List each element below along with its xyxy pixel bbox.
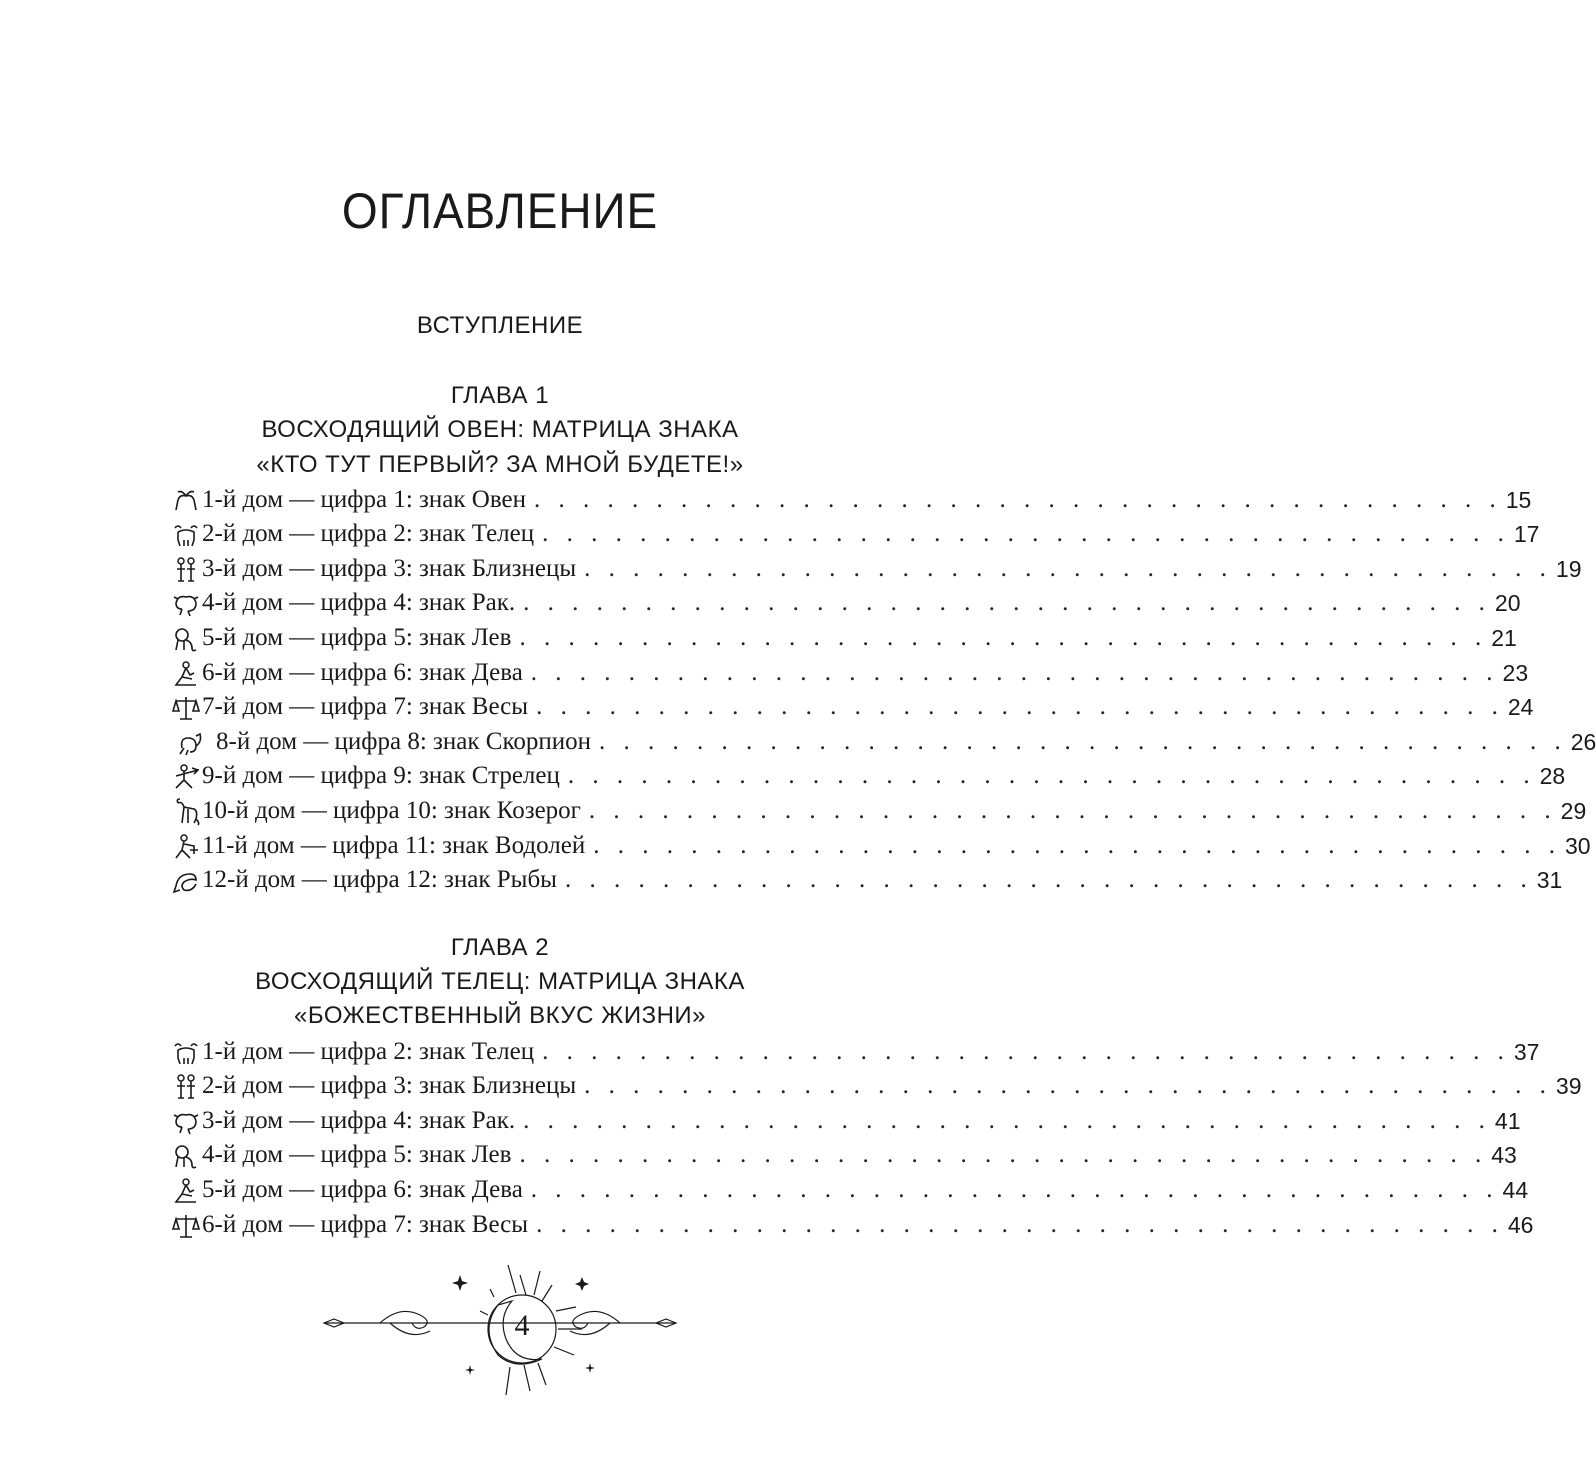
page-ref: 28 (1539, 763, 1566, 790)
toc-row[interactable]: 5-й дом — цифра 5: знак Лев . . . . . . . . . . . . . . . . . . . . . . . . . . . . . . . . . . . . . . . . 21 (172, 619, 862, 654)
page-ref: 29 (1560, 797, 1587, 824)
capricorn-icon (172, 797, 200, 827)
toc-row[interactable]: 9-й дом — цифра 9: знак Стрелец . . . . . . . . . . . . . . . . . . . . . . . . . . . . . . . . . . . . . . . . 28 (172, 758, 862, 793)
toc-row[interactable]: 2-й дом — цифра 2: знак Телец . . . . . . . . . . . . . . . . . . . . . . . . . . . . . . . . . . . . . . . . 17 (172, 516, 862, 551)
page-ref: 39 (1555, 1073, 1582, 1100)
chapter1-title: ВОСХОДЯЩИЙ ОВЕН: МАТРИЦА ЗНАКА (261, 416, 739, 443)
page-ref: 21 (1491, 624, 1517, 651)
page-ref: 26 (1570, 728, 1596, 755)
leo-icon (172, 624, 200, 654)
chapter2-toc (172, 1033, 1582, 1241)
dot-leader: . . . . . . . . . . . . . . . . . . . . . . . . . . . . . . . . . . . . . . . . (567, 762, 1536, 790)
toc-row[interactable]: 2-й дом — цифра 3: знак Близнецы . . . . . . . . . . . . . . . . . . . . . . . . . . . . . . . . . . . . . . . . 39 (172, 1068, 862, 1103)
toc-row[interactable]: 3-й дом — цифра 3: знак Близнецы . . . . . . . . . . . . . . . . . . . . . . . . . . . . . . . . . . . . . . . . 19 (172, 550, 862, 585)
dot-leader: . . . . . . . . . . . . . . . . . . . . . . . . . . . . . . . . . . . . . . . . (523, 1106, 1491, 1134)
toc-row[interactable]: 4-й дом — цифра 5: знак Лев . . . . . . . . . . . . . . . . . . . . . . . . . . . . . . . . . . . . . . . . 43 (172, 1137, 862, 1172)
toc-row[interactable]: 7-й дом — цифра 7: знак Весы . . . . . . . . . . . . . . . . . . . . . . . . . . . . . . . . . . . . . . . . 24 (172, 689, 862, 724)
intro-heading[interactable]: ВСТУПЛЕНИЕ (416, 312, 584, 339)
dot-leader: . . . . . . . . . . . . . . . . . . . . . . . . . . . . . . . . . . . . . . . . (542, 520, 1510, 548)
page-ref: 30 (1564, 832, 1591, 859)
page-ref: 37 (1513, 1038, 1540, 1065)
page-ref: 20 (1494, 590, 1521, 617)
virgo-icon (172, 659, 200, 689)
toc-row[interactable]: 6-й дом — цифра 6: знак Дева . . . . . . . . . . . . . . . . . . . . . . . . . . . . . . . . . . . . . . . . 23 (172, 654, 862, 689)
toc-row[interactable]: 8-й дом — цифра 8: знак Скорпион . . . . . . . . . . . . . . . . . . . . . . . . . . . . . . . . . . . . . . . . 26 (172, 723, 862, 758)
dot-leader: . . . . . . . . . . . . . . . . . . . . . . . . . . . . . . . . . . . . . . . . (530, 1175, 1499, 1203)
page-ref: 19 (1555, 555, 1582, 582)
toc-row[interactable]: 4-й дом — цифра 4: знак Рак. . . . . . . . . . . . . . . . . . . . . . . . . . . . . . . . . . . . . . . . . 20 (172, 585, 862, 620)
dot-leader: . . . . . . . . . . . . . . . . . . . . . . . . . . . . . . . . . . . . . . . . (584, 554, 1552, 582)
libra-icon (172, 693, 200, 723)
leo-icon (172, 1141, 200, 1171)
toc-row[interactable]: 11-й дом — цифра 11: знак Водолей . . . . . . . . . . . . . . . . . . . . . . . . . . . . . . . . . . . . . . . . 30 (172, 827, 862, 862)
toc-row[interactable]: 12-й дом — цифра 12: знак Рыбы . . . . . . . . . . . . . . . . . . . . . . . . . . . . . . . . . . . . . . . . 31 (172, 862, 862, 897)
dot-leader: . . . . . . . . . . . . . . . . . . . . . . . . . . . . . . . . . . . . . . . . (564, 866, 1533, 894)
dot-leader: . . . . . . . . . . . . . . . . . . . . . . . . . . . . . . . . . . . . . . . . (593, 831, 1561, 859)
aries-icon (172, 486, 200, 516)
gemini-icon (172, 1072, 200, 1102)
dot-leader: . . . . . . . . . . . . . . . . . . . . . . . . . . . . . . . . . . . . . . . . (584, 1072, 1552, 1100)
scorpio-icon (176, 728, 204, 758)
page-ref: 24 (1507, 694, 1534, 721)
toc-row[interactable]: 3-й дом — цифра 4: знак Рак. . . . . . . . . . . . . . . . . . . . . . . . . . . . . . . . . . . . . . . . . 41 (172, 1102, 862, 1137)
toc-row[interactable]: 1-й дом — цифра 1: знак Овен . . . . . . . . . . . . . . . . . . . . . . . . . . . . . . . . . . . . . . . . 15 (172, 481, 862, 516)
taurus-icon (172, 1038, 200, 1068)
page-ref: 15 (1505, 486, 1532, 513)
toc-row[interactable]: 6-й дом — цифра 7: знак Весы . . . . . . . . . . . . . . . . . . . . . . . . . . . . . . . . . . . . . . . . 46 (172, 1206, 862, 1241)
page-number: 4 (514, 1309, 530, 1342)
toc-row[interactable]: 1-й дом — цифра 2: знак Телец . . . . . . . . . . . . . . . . . . . . . . . . . . . . . . . . . . . . . . . . 37 (172, 1033, 862, 1068)
sagittarius-icon (172, 762, 200, 792)
cancer-icon (172, 1107, 200, 1137)
toc-row[interactable]: 10-й дом — цифра 10: знак Козерог . . . . . . . . . . . . . . . . . . . . . . . . . . . . . . . . . . . . . . . . 29 (172, 792, 862, 827)
chapter2-label: ГЛАВА 2 (450, 934, 550, 961)
dot-leader: . . . . . . . . . . . . . . . . . . . . . . . . . . . . . . . . . . . . . . . . (536, 693, 1504, 721)
dot-leader: . . . . . . . . . . . . . . . . . . . . . . . . . . . . . . . . . . . . . . . . (523, 589, 1491, 617)
dot-leader: . . . . . . . . . . . . . . . . . . . . . . . . . . . . . . . . . . . . . . . . (530, 658, 1499, 686)
dot-leader: . . . . . . . . . . . . . . . . . . . . . . . . . . . . . . . . . . . . . . . . (519, 1141, 1488, 1169)
virgo-icon (172, 1176, 200, 1206)
dot-leader: . . . . . . . . . . . . . . . . . . . . . . . . . . . . . . . . . . . . . . . . (588, 796, 1557, 824)
dot-leader: . . . . . . . . . . . . . . . . . . . . . . . . . . . . . . . . . . . . . . . . (598, 727, 1567, 755)
gemini-icon (172, 555, 200, 585)
pisces-icon (172, 866, 200, 896)
cancer-icon (172, 589, 200, 619)
chapter1-toc (172, 481, 1596, 896)
chapter1-subtitle: «КТО ТУТ ПЕРВЫЙ? ЗА МНОЙ БУДЕТЕ!» (256, 451, 744, 478)
dot-leader: . . . . . . . . . . . . . . . . . . . . . . . . . . . . . . . . . . . . . . . . (536, 1210, 1504, 1238)
dot-leader: . . . . . . . . . . . . . . . . . . . . . . . . . . . . . . . . . . . . . . . . (542, 1037, 1510, 1065)
dot-leader: . . . . . . . . . . . . . . . . . . . . . . . . . . . . . . . . . . . . . . . . (519, 623, 1488, 651)
libra-icon (172, 1211, 200, 1241)
page-ref: 46 (1507, 1211, 1534, 1238)
page-ref: 43 (1491, 1142, 1517, 1169)
aquarius-icon (172, 832, 200, 862)
toc-row[interactable]: 5-й дом — цифра 6: знак Дева . . . . . . . . . . . . . . . . . . . . . . . . . . . . . . . . . . . . . . . . 44 (172, 1171, 862, 1206)
chapter1-label: ГЛАВА 1 (450, 382, 550, 409)
chapter2-subtitle: «БОЖЕСТВЕННЫЙ ВКУС ЖИЗНИ» (293, 1002, 706, 1029)
dot-leader: . . . . . . . . . . . . . . . . . . . . . . . . . . . . . . . . . . . . . . . . (533, 485, 1502, 513)
taurus-icon (172, 520, 200, 550)
page-ref: 17 (1513, 521, 1540, 548)
page-title: ОГЛАВЛЕНИЕ (341, 183, 659, 239)
chapter2-title: ВОСХОДЯЩИЙ ТЕЛЕЦ: МАТРИЦА ЗНАКА (255, 968, 745, 995)
page-ref: 23 (1502, 659, 1529, 686)
page-ref: 41 (1494, 1107, 1521, 1134)
page-ref: 44 (1502, 1176, 1529, 1203)
page-ref: 31 (1536, 867, 1563, 894)
